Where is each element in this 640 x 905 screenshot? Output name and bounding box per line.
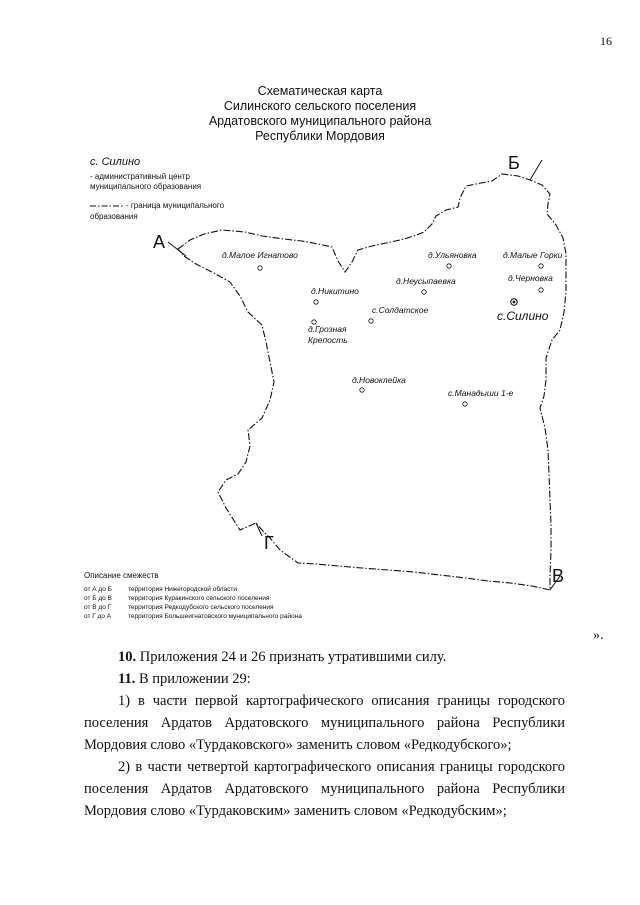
village-marker bbox=[539, 264, 543, 268]
settlement-label: Крепость bbox=[308, 335, 348, 345]
item-10 bbox=[118, 646, 446, 668]
legend-center-desc-2: муниципального образования bbox=[90, 182, 202, 191]
item-10-text: Приложения 24 и 26 признать утратившими силу. bbox=[136, 649, 447, 665]
adjacency-desc: территория Большеигнатовского муниципального района bbox=[128, 613, 302, 620]
adjacency-desc: территория Редкодубского сельского поселения bbox=[128, 604, 274, 611]
village-marker bbox=[463, 402, 467, 406]
legend-border-desc-2: образования bbox=[90, 212, 138, 221]
closing-quote: ». bbox=[593, 628, 604, 643]
settlement-label: д.Ульяновка bbox=[428, 250, 477, 260]
village-marker bbox=[258, 266, 262, 270]
settlement-label: с.Манадыши 1-е bbox=[448, 388, 514, 398]
border-marker-b bbox=[530, 160, 542, 180]
sub1-line-2: поселения Ардатов Ардатовского муниципального района Республики bbox=[84, 715, 565, 731]
village-marker bbox=[360, 388, 364, 392]
settlement-label: с.Солдатское bbox=[372, 305, 429, 315]
admin-center-marker-dot bbox=[513, 301, 516, 304]
corner-letter-v: В bbox=[552, 566, 565, 586]
map-title-line-4: Республики Мордовия bbox=[255, 129, 385, 143]
sub1-line-1: 1) в части первой картографического описания границы городского bbox=[118, 693, 565, 709]
map-title-line-1: Схематическая карта bbox=[257, 84, 383, 98]
map-title-line-2: Силинского сельского поселения bbox=[223, 99, 417, 113]
settlement-label: д.Новоклейка bbox=[352, 375, 406, 385]
page-number: 16 bbox=[600, 34, 612, 48]
sub1-line-3: Мордовия слово «Турдаковского» заменить словом «Редкодубского»; bbox=[84, 737, 512, 753]
adjacency-range: от В до Г bbox=[84, 604, 112, 611]
corner-letter-g: Г bbox=[264, 533, 274, 553]
village-marker bbox=[314, 300, 318, 304]
adjacency-range: от А до Б bbox=[84, 586, 112, 593]
settlement-label: д.Черновка bbox=[508, 273, 553, 283]
sub2-line-2: поселения Ардатов Ардатовского муниципального района Республики bbox=[84, 781, 565, 797]
village-marker bbox=[422, 290, 426, 294]
settlement-label: д.Грозная bbox=[308, 324, 347, 334]
item-11 bbox=[118, 668, 251, 690]
legend-center-name: с. Силино bbox=[90, 156, 141, 168]
adjacency-range: от Г до А bbox=[84, 613, 112, 620]
sub2-line-3: Мордовия слово «Турдаковским» заменить словом «Редкодубским»; bbox=[84, 803, 507, 819]
village-marker bbox=[539, 288, 543, 292]
corner-letter-a: А bbox=[153, 232, 166, 252]
border-marker-a bbox=[168, 242, 186, 256]
adjacency-range: от Б до В bbox=[84, 595, 112, 602]
item-11-number: 11. bbox=[118, 671, 136, 687]
village-marker bbox=[369, 319, 373, 323]
item-11-text: В приложении 29: bbox=[135, 671, 251, 687]
map-title-line-3: Ардатовского муниципального района bbox=[208, 114, 432, 128]
admin-center-label: с.Силино bbox=[497, 309, 549, 323]
settlement-label: д.Никитино bbox=[311, 286, 359, 296]
settlement-label: д.Неусыпаевка bbox=[396, 276, 456, 286]
village-marker bbox=[447, 264, 451, 268]
sub2-line-1: 2) в части четвертой картографического описания границы городского bbox=[118, 759, 565, 775]
adjacency-title: Описание смежеств bbox=[84, 571, 159, 580]
adjacency-desc: территория Куракинского сельского поселения bbox=[128, 595, 270, 602]
legend-center-desc-1: - административный центр bbox=[90, 172, 190, 181]
legend-border-desc-1: - граница муниципального bbox=[126, 201, 225, 210]
item-10-number: 10. bbox=[118, 649, 137, 665]
settlement-label: д.Малые Горки bbox=[503, 250, 563, 260]
settlement-label: д.Малое Игнатово bbox=[222, 250, 298, 260]
corner-letter-b: Б bbox=[508, 153, 520, 173]
adjacency-desc: территория Нижегородской области bbox=[128, 586, 238, 593]
